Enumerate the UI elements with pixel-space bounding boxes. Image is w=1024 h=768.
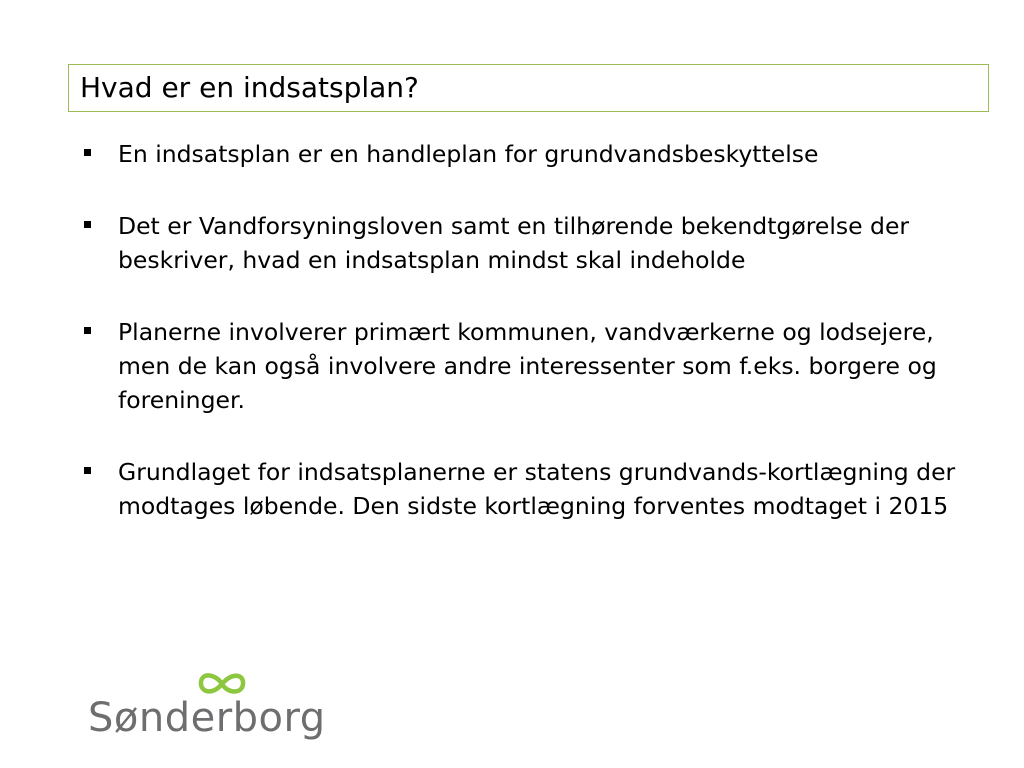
square-bullet-icon: [84, 327, 91, 334]
square-bullet-icon: [84, 149, 91, 156]
slide-title: Hvad er en indsatsplan?: [80, 71, 419, 104]
bullet-text: Planerne involverer primært kommunen, vandværkerne og lodsejere, men de kan også involvere andre interessenter som f.eks. borgere og foreninger.: [118, 318, 937, 414]
logo-text: Sønderborg: [88, 695, 326, 741]
bullet-item: [80, 455, 984, 523]
sonderborg-logo: [88, 668, 326, 748]
bullet-text: En indsatsplan er en handleplan for grundvandsbeskyttelse: [118, 140, 819, 168]
square-bullet-icon: [84, 221, 91, 228]
bullet-text: Grundlaget for indsatsplanerne er statens grundvands-kortlægning der modtages løbende. Den sidste kortlægning forventes modtaget i 2015: [118, 458, 956, 520]
bullet-text: Det er Vandforsyningsloven samt en tilhørende bekendtgørelse der beskriver, hvad en indsatsplan mindst skal indeholde: [118, 212, 910, 274]
bullet-list: [80, 137, 980, 523]
bullet-item: [80, 315, 984, 417]
square-bullet-icon: [84, 467, 91, 474]
bullet-item: [80, 209, 984, 277]
title-box: [68, 64, 989, 112]
bullet-item: [80, 137, 984, 171]
